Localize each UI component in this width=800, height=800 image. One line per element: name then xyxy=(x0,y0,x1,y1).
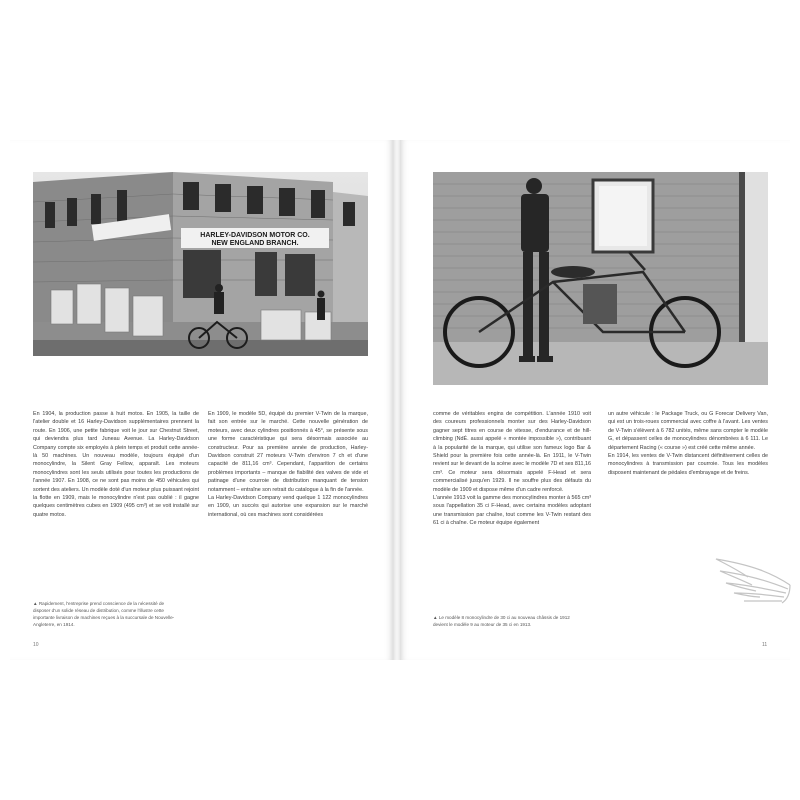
text-column-2 xyxy=(208,410,368,519)
left-caption: ▲ Rapidement, l'entreprise prend conscience de la nécessité de disposer d'un solide réseau de distribution, comme l'illustre cette importante livraison de machines reçues à la succursale de Nouvelle-Angleterre, en 1914. xyxy=(33,601,175,627)
text-column-4 xyxy=(608,410,768,477)
text-column-3 xyxy=(433,410,591,528)
column-4-text-a: un autre véhicule : le Package Truck, ou G Forecar Delivery Van, qui est un trois-roues commercial avec coffre à l'avant. Les ventes de V-Twin s'élèvent à 6 782 unités, même sans compter le modèle G, et dépassent celles de monocylindres dénombrées à 6 111. Le département Racing (« course ») est créé cette même année. xyxy=(608,411,768,451)
column-3-text-b: L'année 1913 voit la gamme des monocylindres monter à 565 cm³ sous l'appellation 35 ci F-Head, avec certains modèles adoptant une transmission par chaîne, tout comme les V-Twin restant des 61 ci à chaîne. Ce moteur équipe également xyxy=(433,495,591,527)
sign-line-2: NEW ENGLAND BRANCH. xyxy=(211,240,299,247)
sign-line-1: HARLEY-DAVIDSON MOTOR CO. xyxy=(200,232,310,239)
text-column-1 xyxy=(33,410,199,519)
right-caption: ▲ Le modèle 8 monocylindre de 30 ci au nouveau châssis de 1912 devient le modèle 9 au moteur de 35 ci en 1913. xyxy=(433,615,570,627)
left-page-number: 10 xyxy=(33,642,39,648)
column-2-text-a: En 1909, le modèle 5D, équipé du premier V-Twin de la marque, fait son entrée sur le marché. Cette nouvelle génération de moteurs, avec deux cylindres positionnés à 45°, se présente sous une forme caractéristique qui sera désormais associée au constructeur. Pour sa première année de production, Harley-Davidson construit 27 moteurs V-Twin d'environ 7 ch et d'une capacité de 811,16 cm³. Cependant, l'apparition de certains problèmes importants – manque de fiabilité des valves de vide et patinage d'une courroie de distribution manquant de tension notamment – entraîne son retrait du catalogue à la fin de l'année. xyxy=(208,411,368,493)
rider-motorcycle-photo xyxy=(433,172,768,385)
right-page-number: 11 xyxy=(762,642,768,648)
column-4-text-b: En 1914, les ventes de V-Twin distancent définitivement celles de monocylindres à transmission par courroie. Tous les modèles disposent maintenant de pédales d'embrayage et de freins. xyxy=(608,453,768,476)
column-2-text-b: La Harley-Davidson Company vend quelque 1 122 monocylindres en 1909, un succès qui autorise une expansion sur le marché international, où ces machines sont considérées xyxy=(208,495,368,518)
dealership-photo xyxy=(33,172,368,356)
column-3-text-a: comme de véritables engins de compétition. L'année 1910 voit des coureurs professionnels monter sur des Harley-Davidson gagner sept titres en course de vitesse, d'endurance et de hill-climbing (NdÉ. aussi appelé « montée impossible »), contribuant à la popularité de la marque, qui utilise son fameux logo Bar & Shield pour la première fois cette année-là. En 1911, le V-Twin revient sur le devant de la scène avec le modèle 7D et ses 811,16 cm³. Ce moteur sera désormais appelé F-Head et sera commercialisé jusqu'en 1929. Il ne souffre plus des défauts du modèle de 1909 et dispose même d'un cadre renforcé. xyxy=(433,411,591,493)
column-1-text: En 1904, la production passe à huit motos. En 1905, la taille de l'atelier double et 16 Harley-Davidson supplémentaires prennent la route. En 1906, une petite fabrique voit le jour sur Chestnut Street, qui deviendra plus tard Juneau Avenue. La Harley-Davidson Company compte six employés à plein temps et produit cette année-là 50 machines. Un nouveau modèle, toujours équipé d'un monocylindre, la Silent Gray Fellow, apparaît. Les moteurs monocylindres sont les seuls utilisés pour toutes les productions de l'année 1907. En 1908, ce ne sont pas moins de 450 véhicules qui sortent des ateliers. Un modèle doté d'un moteur plus puissant rejoint la flotte en 1909, mais le monocylindre n'est pas oublié : il gagne quelques centimètres cubes en 1909 (495 cm³) et se voit installé sur quatre motos. xyxy=(33,411,199,518)
wing-ornament-icon xyxy=(712,555,792,605)
